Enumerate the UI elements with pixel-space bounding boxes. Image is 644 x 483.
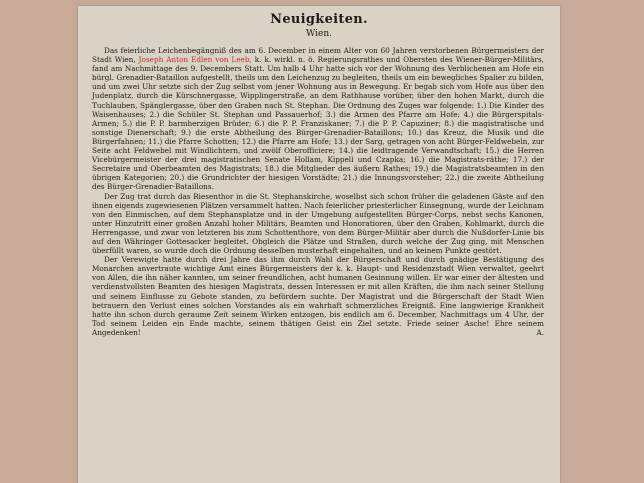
article-body [92,46,544,479]
paragraph-1-intro: Das feierliche Leichenbegängniß des am 6. December in einem Alter von 60 Jahren verstorbenen Bürgermeisters der Stadt Wien, [92,46,544,65]
newspaper-page [78,6,560,483]
section-heading: Wien. [306,29,332,39]
paragraph-3 [92,255,544,337]
paragraph-3-text: Der Verewigte hatte durch drei Jahre das ihm durch Wahl der Bürgerschaft und durch gnädige Bestätigung des Monarchen anvertraute wichtige Amt eines Bürgermeisters der k. k. Haupt- und Residenzstadt Wien verwaltet, geehrt von Allen, die ihn näher kannten, um seiner freundlichen, acht humanen Gesinnung willen. Er war einer der ältesten und verdienstvollsten Beamten des hiesigen Magistrats, dessen Interessen er mit allen Kräften, die ihm nach seiner Stellung und seinem Einflusse zu Gebote standen, zu befördern suchte. Der Magistrat und die Bürgerschaft der Stadt Wien betrauern den Verlust eines solchen Vorstandes als ein wahrhaft schmerzliches Ereigniß. Eine langwierige Krankheit hatte ihn schon durch geraume Zeit seinem Wirken entzogen, bis endlich am 6. December, Nachmittags um 4 Uhr, der Tod seinem Leiden ein Ende machte, seinem thätigen Geist ein Ziel setzte. Friede seiner Asche! Ehre seinem Angedenken! [92,255,544,337]
highlighted-name: Joseph Anton Edlen von Leeb, [138,55,252,65]
paragraph-1-rest: k. k. wirkl. n. ö. Regierungsrathes und Obersten des Wiener-Bürger-Militärs, fand am Nachmittage des 9. Decembers Statt. Um halb 4 Uhr hatte sich vor der Wohnung des Verblichenen am Hofe ein bürgl. Grenadier-Bataillon aufgestellt, theils um den Leichenzug zu begleiten, theils um ein bewegliches Spalier zu bilden, und um zwei Uhr setzte sich der Zug selbst vom jener Wohnung aus in Bewegung. Er begab sich vom Hofe aus über den Judenplatz, durch die Kürschnergasse, Wipplingerstraße, an dem Rathhause vorüber, über den hohen Markt, durch die Tuchlauben, Spänglergasse, über den Graben nach St. Stephan. Die Ordnung des Zuges war folgende: 1.) Die Kinder des Waisenhauses; 2.) die Schüler St. Stephan und Passauerhof; 3.) die Armen des Pfarre am Hofe; 4.) die Bürgerspitals-Armen; 5.) die P. P. barmherzigen Brüder; 6.) die P. P. Franziskaner; 7.) die P. P. Capuziner; 8.) die magistratische und sonstige Dienerschaft; 9.) die erste Abtheilung des Bürger-Grenadier-Bataillons; 10.) das Kreuz, die Musik und die Bürgerfahnen; 11.) die Pfarre Schotten; 12.) die Pfarre am Hofe; 13.) der Sarg, getragen von acht Bürger-Feldwebeln, zur Seite acht Feldwebel mit Windlichtern, und zwölf Oberofficiere; 14.) die leidtragende Verwandtschaft; 15.) die Herren Vicebürgermeister der drei magistratischen Senate Hollam, Kippell und Czapka; 16.) die Magistrats-räthe; 17.) der Secretaire und Oberbeamten des Magistrats; 18.) die Mitglieder des äußern Rathes; 19.) die Magistratsbeamten in den übrigen Kategorien; 20.) die Grundrichter der hiesigen Vorstädte; 21.) die Innungsvorsteher; 22.) die zweite Abtheilung des Bürger-Grenadier-Bataillons. [92,55,544,192]
paragraph-1 [92,46,544,192]
signature: A. [536,327,544,337]
paragraph-2: Der Zug trat durch das Riesenthor in die St. Stephanskirche, woselbst sich schon früher die geladenen Gäste auf den ihnen eigends zugewiesenen Plätzen versammelt hatten. Nach feierlicher priesterlicher Einsegnung, wurde der Leichnam von den Einmischen, auf dem Stephansplatze und in der Umgebung aufgestellten Bürger-Corps, nebst sechs Kanonen, unter Hinzutritt einer großen Anzahl hoher Militärs, Beamten und Honoratioren, über den Graben, Kohlmarkt, durch die Herrengasse, und zwar von letzteren bis zum Schottenthore, von dem Bürger-Militär aber durch die Nußdorfer-Linie bis auf den Währinger Gottesacker begleitet. Obgleich die Plätze und Straßen, durch welche der Zug ging, mit Menschen überfüllt waren, so wurde doch die Ordnung desselben musterhaft eingehalten, und an keinem Punkte gestört. [92,191,544,256]
page-title: Neuigkeiten. [270,12,368,27]
